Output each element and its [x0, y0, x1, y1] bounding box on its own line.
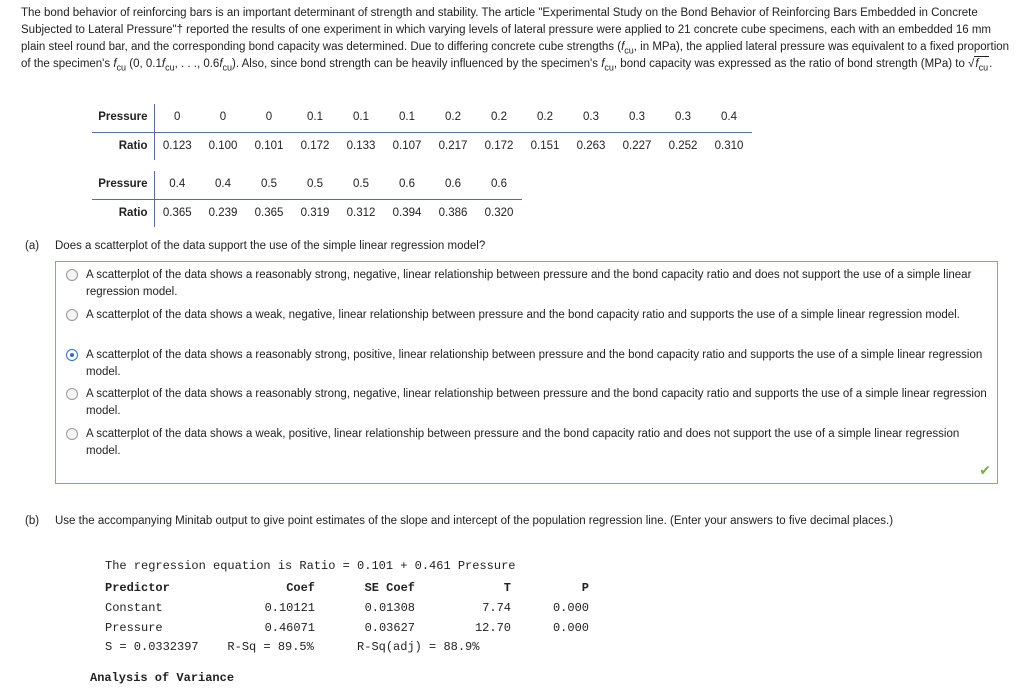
- ratio-cell: 0.100: [208, 139, 238, 152]
- pressure-cell: 0.6: [430, 171, 476, 199]
- p-value: 0.000: [552, 620, 589, 635]
- answer-option-text: A scatterplot of the data shows a reasonably strong, positive, linear relationship between pressure and the bond capacity ratio and supports the use of a simple linear regression model.: [86, 349, 983, 378]
- se-coef-value: 0.03627: [364, 620, 415, 635]
- ratio-cell: 0.151: [530, 139, 560, 152]
- answer-option-text: A scatterplot of the data shows a weak, negative, linear relationship between pressure and the bond capacity ratio and supports the use of a simple linear regression model.: [86, 309, 960, 321]
- question-b-text: Use the accompanying Minitab output to give point estimates of the slope and intercept of the population regression line. (Enter your answers to five decimal places.): [55, 515, 894, 527]
- answer-choices: [55, 261, 998, 484]
- table-header-row: [105, 578, 589, 598]
- ratio-cell: 0.172: [484, 139, 514, 152]
- pressure-cell: 0.1: [292, 104, 338, 132]
- ratio-cell: 0.133: [346, 139, 376, 152]
- ratio-cell: 0.312: [346, 206, 376, 219]
- data-table-2: [92, 171, 522, 227]
- radio-button[interactable]: [66, 309, 78, 321]
- pressure-cell: 0.2: [430, 104, 476, 132]
- table-row: [105, 618, 589, 638]
- ratio-cell: 0.320: [484, 206, 514, 219]
- ratio-cell: 0.394: [392, 206, 422, 219]
- header-se-coef: SE Coef: [364, 580, 415, 595]
- pressure-cell: 0: [200, 104, 246, 132]
- minitab-coefficient-table: [105, 578, 589, 638]
- answer-option-2[interactable]: [64, 307, 989, 324]
- data-table-1: [92, 104, 752, 160]
- pressure-cell: 0.2: [476, 104, 522, 132]
- pressure-row: [92, 104, 752, 132]
- pressure-cell: 0: [246, 104, 292, 132]
- ratio-label: Ratio: [92, 199, 154, 227]
- anova-title: Analysis of Variance: [90, 671, 235, 685]
- ratio-cell: 0.263: [576, 139, 606, 152]
- pressure-cell: 0.2: [522, 104, 568, 132]
- t-value: 12.70: [474, 620, 511, 635]
- pressure-cell: 0: [154, 104, 200, 132]
- question-a-label: (a): [25, 240, 40, 252]
- question-b: [25, 513, 1010, 530]
- ratio-label: Ratio: [92, 132, 154, 160]
- radio-button[interactable]: [66, 428, 78, 440]
- regression-equation: The regression equation is Ratio = 0.101 + 0.461 Pressure: [105, 559, 516, 573]
- pressure-cell: 0.1: [338, 104, 384, 132]
- ratio-row: [92, 132, 752, 160]
- ratio-cell: 0.365: [162, 206, 192, 219]
- sqrt-symbol: √: [968, 58, 975, 70]
- pressure-cell: 0.5: [338, 171, 384, 199]
- question-a-text: Does a scatterplot of the data support the use of the simple linear regression model?: [55, 240, 486, 252]
- radio-button[interactable]: [66, 269, 78, 281]
- pressure-label: Pressure: [92, 171, 154, 199]
- answer-option-text: A scatterplot of the data shows a reasonably strong, negative, linear relationship between pressure and the bond capacity ratio and supports the use of a simple linear regression model.: [86, 388, 987, 417]
- answer-option-text: A scatterplot of the data shows a reasonably strong, negative, linear relationship between pressure and the bond capacity ratio and does not support the use of a simple linear regression model.: [86, 269, 972, 298]
- header-p: P: [581, 580, 589, 595]
- problem-intro: The bond behavior of reinforcing bars is an important determinant of strength and stability. The article "Experimental Study on the Bond Behavior of Reinforcing Bars Embedded in Concrete Subjected to Lateral Pressure"† reported the results of one experiment in which varying levels of lateral pressure were applied to 21 concrete cube specimens, each with an embedded 16 mm plain steel round bar, and the corresponding bond capacity was determined. Due to differing concrete cube strengths ($f_{cu}$, in MPa), the applied lateral pressure was equivalent to a fixed proportion of the specimen's $f_{cu}$ (0, $0.1f_{cu}$, . . ., $0.6f_{cu}$). Also, since bond strength can be heavily influenced by the specimen's $f_{cu}$, bond capacity was expressed as the ratio of bond strength (MPa) to $√f_{cu}$.: [21, 7, 1010, 73]
- pressure-cell: 0.6: [384, 171, 430, 199]
- ratio-cell: 0.217: [438, 139, 468, 152]
- ratio-cell: 0.319: [300, 206, 330, 219]
- predictor-name: Constant: [105, 600, 163, 615]
- radio-button[interactable]: [66, 388, 78, 400]
- ratio-cell: 0.365: [254, 206, 284, 219]
- table-row: [105, 598, 589, 618]
- pressure-cell: 0.1: [384, 104, 430, 132]
- answer-option-5[interactable]: [64, 426, 989, 460]
- ratio-cell: 0.123: [162, 139, 192, 152]
- pressure-cell: 0.4: [154, 171, 200, 199]
- pressure-cell: 0.3: [660, 104, 706, 132]
- ratio-cell: 0.227: [622, 139, 652, 152]
- p-value: 0.000: [552, 600, 589, 615]
- pressure-cell: 0.5: [292, 171, 338, 199]
- ratio-row: [92, 199, 522, 227]
- pressure-cell: 0.3: [568, 104, 614, 132]
- pressure-cell: 0.3: [614, 104, 660, 132]
- pressure-cell: 0.5: [246, 171, 292, 199]
- pressure-row: [92, 171, 522, 199]
- t-value: 7.74: [482, 600, 511, 615]
- header-t: T: [503, 580, 511, 595]
- ratio-cell: 0.310: [714, 139, 744, 152]
- ratio-cell: 0.239: [208, 206, 238, 219]
- ratio-cell: 0.252: [668, 139, 698, 152]
- ratio-cell: 0.101: [254, 139, 284, 152]
- pressure-cell: 0.4: [706, 104, 752, 132]
- correct-check-icon: ✔: [979, 462, 991, 478]
- question-b-label: (b): [25, 515, 40, 527]
- pressure-cell: 0.4: [200, 171, 246, 199]
- question-a: [25, 238, 1010, 255]
- predictor-name: Pressure: [105, 620, 163, 635]
- coef-value: 0.46071: [264, 620, 315, 635]
- ratio-cell: 0.172: [300, 139, 330, 152]
- answer-option-1[interactable]: [64, 267, 989, 301]
- pressure-cell: 0.6: [476, 171, 522, 199]
- model-summary-line: S = 0.0332397 R-Sq = 89.5% R-Sq(adj) = 88.9%: [105, 640, 480, 654]
- radio-button-selected[interactable]: [66, 349, 78, 361]
- header-coef: Coef: [286, 580, 315, 595]
- answer-option-text: A scatterplot of the data shows a weak, positive, linear relationship between pressure and the bond capacity ratio and does not support the use of a simple linear regression model.: [86, 428, 960, 457]
- ratio-cell: 0.386: [438, 206, 468, 219]
- answer-option-3[interactable]: [64, 347, 989, 381]
- pressure-label: Pressure: [92, 104, 154, 132]
- coef-value: 0.10121: [264, 600, 315, 615]
- se-coef-value: 0.01308: [364, 600, 415, 615]
- answer-option-4[interactable]: [64, 386, 989, 420]
- ratio-cell: 0.107: [392, 139, 422, 152]
- header-predictor: Predictor: [105, 580, 170, 595]
